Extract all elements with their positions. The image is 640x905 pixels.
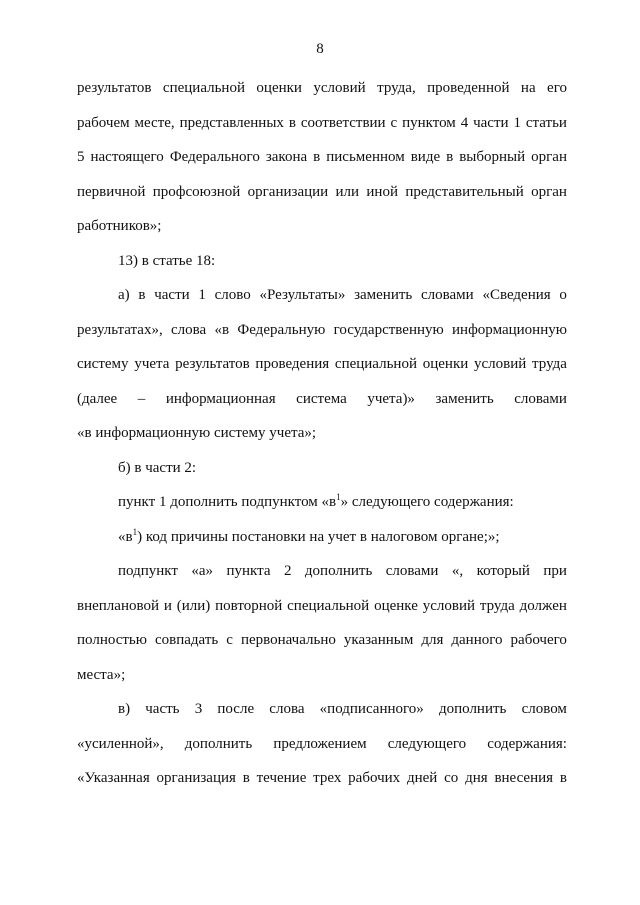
word: орган	[531, 184, 567, 200]
text-fragment: пункт 1 дополнить подпунктом «в	[118, 494, 337, 510]
text-line	[77, 355, 567, 373]
text-fragment: ) код причины постановки на учет в налоговом органе;»;	[137, 529, 500, 545]
word: указанным	[343, 632, 414, 648]
word: содержания:	[487, 736, 567, 752]
text-line	[77, 769, 567, 787]
text-line	[118, 562, 567, 580]
text-line	[77, 183, 567, 201]
text-line	[77, 79, 567, 97]
word: течение	[256, 770, 307, 786]
text-fragment: » следующего содержания:	[340, 494, 514, 510]
word: на	[520, 80, 536, 96]
text-line	[118, 286, 567, 304]
word: Федеральную	[237, 322, 326, 338]
word: в	[242, 770, 250, 786]
word: оценке	[374, 598, 418, 614]
word: «Указанная	[77, 770, 150, 786]
word: труда	[479, 598, 515, 614]
word: словами	[421, 287, 474, 303]
text-line	[118, 528, 500, 546]
word: результатов	[175, 356, 250, 372]
text-line: 13) в статье 18:	[118, 253, 216, 269]
word: соответствии	[300, 115, 386, 131]
word: информационную	[452, 322, 567, 338]
word: труда	[532, 356, 567, 372]
word: или	[335, 184, 360, 200]
word: данного	[451, 632, 503, 648]
word: профсоюзной	[152, 184, 241, 200]
text-line: б) в части 2:	[118, 460, 197, 476]
text-line	[77, 597, 567, 615]
word: пункта	[226, 563, 271, 579]
text-line	[77, 390, 567, 408]
word: выборный	[459, 149, 526, 165]
word: совпадать	[155, 632, 219, 648]
word: с	[226, 632, 233, 648]
text-line	[118, 700, 567, 718]
text-line	[77, 735, 567, 753]
word: повторной	[215, 598, 283, 614]
word: государственную	[333, 322, 444, 338]
text-line	[77, 114, 567, 132]
word: слова	[171, 322, 207, 338]
word: настоящего	[90, 149, 164, 165]
word: «в	[214, 322, 230, 338]
word: 3	[194, 701, 203, 717]
word: «усиленной»,	[77, 736, 164, 752]
text-line	[77, 631, 567, 649]
word: в)	[118, 701, 131, 717]
page-number: 8	[316, 41, 324, 57]
word: который	[476, 563, 530, 579]
word: в	[446, 149, 454, 165]
word: с	[390, 115, 398, 131]
word: следующего	[387, 736, 467, 752]
word: «подписанного»	[319, 701, 424, 717]
word: трех	[313, 770, 342, 786]
word: первичной	[77, 184, 146, 200]
word: заменить	[354, 287, 413, 303]
word: специальной	[287, 598, 370, 614]
word: в	[313, 149, 321, 165]
word: словом	[521, 701, 567, 717]
word: внесения	[494, 770, 554, 786]
word: при	[543, 563, 567, 579]
text-fragment: «в	[118, 529, 133, 545]
text-line	[77, 321, 567, 339]
word: результатах»,	[77, 322, 163, 338]
word: организации	[247, 184, 329, 200]
word: его	[547, 80, 567, 96]
text-line: места»;	[77, 667, 126, 683]
word: информационная	[165, 391, 276, 407]
word: условий	[313, 80, 366, 96]
word: организация	[156, 770, 236, 786]
word: а)	[118, 287, 130, 303]
word: о	[559, 287, 567, 303]
word: систему	[77, 356, 129, 372]
word: «а»	[191, 563, 214, 579]
word: представленных	[179, 115, 284, 131]
word: в	[288, 115, 296, 131]
word: 2	[283, 563, 292, 579]
word: Федерального	[169, 149, 260, 165]
word: словами	[385, 563, 439, 579]
superscript: 1	[336, 492, 341, 502]
word: орган	[531, 149, 567, 165]
word: дополнить	[438, 701, 507, 717]
word: заменить	[435, 391, 494, 407]
word: оценки	[422, 356, 469, 372]
word: первоначально	[240, 632, 336, 648]
word: со	[444, 770, 459, 786]
word: части	[473, 115, 509, 131]
word: рабочих	[348, 770, 401, 786]
word: «Сведения	[482, 287, 551, 303]
word: в	[559, 770, 567, 786]
word: в	[138, 287, 146, 303]
text-line	[118, 493, 514, 511]
word: часть	[145, 701, 180, 717]
word: «Результаты»	[259, 287, 346, 303]
word: виде	[410, 149, 441, 165]
superscript: 1	[132, 527, 138, 537]
word: проведения	[255, 356, 330, 372]
word: 5	[77, 149, 85, 165]
word: для	[421, 632, 444, 648]
word: полностью	[77, 632, 147, 648]
word: –	[137, 391, 146, 407]
word: рабочем	[77, 115, 130, 131]
word: предложением	[273, 736, 367, 752]
word: и	[163, 598, 172, 614]
word: должен	[519, 598, 567, 614]
word: дополнить	[304, 563, 373, 579]
word: рабочего	[510, 632, 567, 648]
word: условий	[422, 598, 476, 614]
word: 1	[513, 115, 521, 131]
word: специальной	[162, 80, 245, 96]
word: 4	[460, 115, 469, 131]
text-line	[77, 148, 567, 166]
word: части	[154, 287, 190, 303]
word: внеплановой	[77, 598, 159, 614]
word: результатов	[77, 80, 152, 96]
word: слова	[269, 701, 305, 717]
word: подпункт	[118, 563, 178, 579]
word: «,	[451, 563, 464, 579]
word: система	[296, 391, 347, 407]
word: пунктом	[402, 115, 456, 131]
word: дополнить	[184, 736, 253, 752]
word: оценки	[256, 80, 302, 96]
word: месте,	[134, 115, 175, 131]
word: учета)»	[367, 391, 415, 407]
word: закона	[265, 149, 308, 165]
word: (далее	[77, 391, 118, 407]
word: (или)	[176, 598, 211, 614]
word: 1	[198, 287, 206, 303]
word: дня	[465, 770, 488, 786]
word: после	[217, 701, 255, 717]
text-line: «в информационную систему учета»;	[77, 425, 317, 441]
word: слово	[214, 287, 251, 303]
word: проведенной	[427, 80, 510, 96]
word: труда,	[377, 80, 416, 96]
word: дней	[406, 770, 438, 786]
word: учета	[134, 356, 170, 372]
word: представительный	[405, 184, 524, 200]
word: условий	[474, 356, 527, 372]
word: иной	[366, 184, 398, 200]
word: словами	[514, 391, 567, 407]
word: статьи	[525, 115, 567, 131]
word: специальной	[334, 356, 417, 372]
word: письменном	[326, 149, 405, 165]
text-line: работников»;	[77, 218, 162, 234]
